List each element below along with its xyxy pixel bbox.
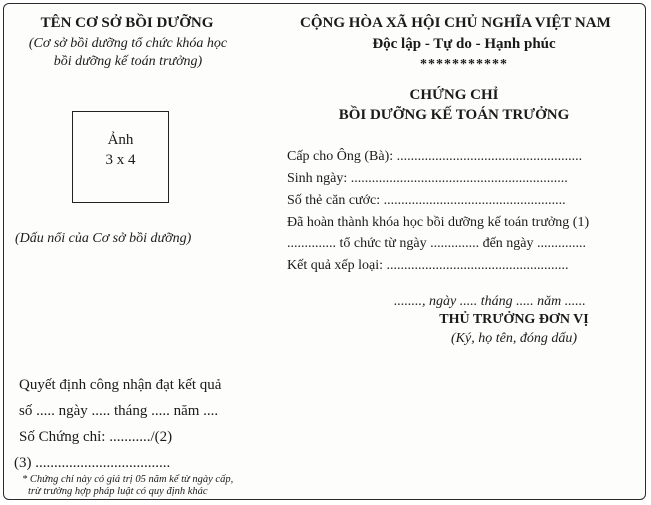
certificate-frame (3, 3, 646, 500)
signer-note: (Ký, họ tên, đóng dấu) (451, 331, 577, 346)
validity-footnote-2: trừ trường hợp pháp luật có quy định khác (28, 486, 208, 497)
validity-footnote-1: * Chứng chỉ này có giá trị 05 năm kể từ ngày cấp, (22, 474, 234, 485)
certificate-title: CHỨNG CHỈ (409, 87, 499, 103)
institution-subtitle-line-2: bồi dưỡng kế toán trưởng) (53, 54, 203, 69)
certificate-number-line: Số Chứng chỉ: .........../(2) (19, 429, 173, 445)
certificate-subtitle: BỒI DƯỠNG KẾ TOÁN TRƯỞNG (338, 107, 570, 123)
photo-size: 3 x 4 (105, 152, 136, 168)
course-completed-line: Đã hoàn thành khóa học bồi dưỡng kế toán trưởng (1) (287, 215, 590, 230)
issued-to-field: Cấp cho Ông (Bà): ..................................................... (287, 149, 583, 164)
national-motto: Độc lập - Tự do - Hạnh phúc (372, 36, 556, 52)
motto-stars: *********** (420, 57, 508, 72)
result-field: Kết quả xếp loại: .................................................... (287, 258, 569, 273)
signer-title: THỦ TRƯỞNG ĐƠN VỊ (439, 312, 589, 327)
photo-label: Ảnh (107, 132, 134, 148)
institution-subtitle-line-1: (Cơ sở bồi dưỡng tổ chức khóa học (28, 36, 228, 51)
decision-title: Quyết định công nhận đạt kết quả (19, 377, 222, 393)
national-title: CỘNG HÒA XÃ HỘI CHỦ NGHĨA VIỆT NAM (300, 15, 611, 31)
decision-number-line: số ..... ngày ..... tháng ..... năm .... (19, 403, 219, 419)
photo-placeholder (72, 111, 169, 203)
field-3-line: (3) .................................... (14, 455, 171, 471)
seal-note: (Dấu nổi của Cơ sở bồi dưỡng) (15, 231, 192, 246)
institution-title: TÊN CƠ SỞ BỒI DƯỠNG (40, 15, 214, 31)
date-of-birth-field: Sinh ngày: .............................................................. (287, 171, 568, 186)
id-card-field: Số thẻ căn cước: .................................................... (287, 193, 566, 208)
issue-date-line: ........, ngày ..... tháng ..... năm ...... (394, 294, 586, 309)
course-dates-line: .............. tổ chức từ ngày .............. đến ngày .............. (287, 236, 587, 251)
